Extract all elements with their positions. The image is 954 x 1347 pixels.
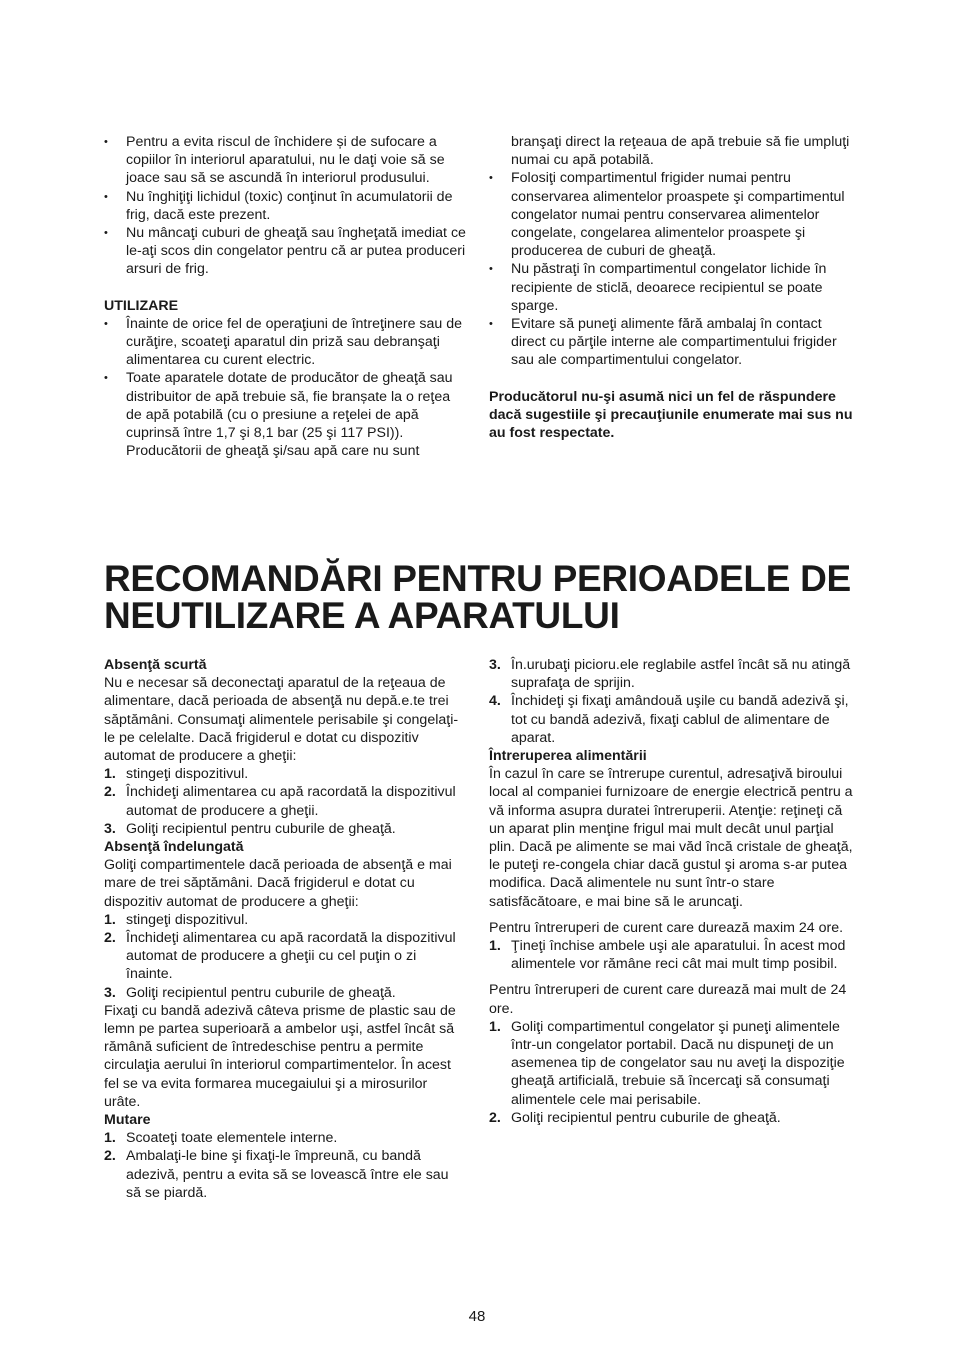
numbered-step (104, 765, 466, 783)
step-text: Ţineţi închise ambele uşi ale aparatului. În acest mod alimentele vor rămâne reci cât mai mult timp posibil. (511, 938, 846, 973)
paragraph: Fixaţi cu bandă adezivă câteva prisme de plastic sau de lemn pe partea superioară a ambelor uşi, astfel încât să rămână suficient de întredeschise pentru a permite circulaţia aerului în interiorul compartimentelor. În acest fel se va evita formarea mucegaiului şi a mirosurilor urâte. (104, 1002, 456, 1110)
numbered-step (104, 911, 466, 929)
page-number: 48 (468, 1308, 486, 1325)
step-text: Goliţi compartimentul congelator şi puneţi alimentele într-un congelator portabil. Dacă nu dispuneţi de un asemenea tip de congelator sau nu aveţi la dispoziţie gheaţă artificială, trebuie să încercaţi să consumaţi alimentele cele mai perisabile. (511, 1018, 845, 1108)
step-number: 3. (104, 984, 116, 1001)
numbered-step (104, 820, 466, 838)
page-title (104, 560, 864, 634)
numbered-step (489, 656, 853, 692)
step-number: 1. (104, 766, 116, 783)
numbered-step (104, 984, 466, 1002)
step-number: 1. (104, 911, 116, 928)
step-number: 1. (489, 938, 501, 955)
step-text: stingeţi dispozitivul. (126, 766, 249, 783)
step-number: 3. (489, 657, 501, 673)
bullet-item: • Nu păstraţi în compartimentul congelator lichide în recipiente de sticlă, deoarece recipientul se poate sparge. (489, 260, 853, 315)
paragraph: În cazul în care se întrerupe curentul, adresaţivă biroului local al companiei furnizoare de energie electrică pentru a vă informa asupra duratei întreruperii. Atenţie: reţineţi că un aparat plin menţine frigul mai mult decât unul parţial plin. Dacă pe alimente se mai văd încă cristale de gheaţă, le puteţi re-congela chiar dacă gustul şi aroma s-ar putea modifica. Dacă alimentele nu sunt într-o stare satisfăcătoare, e mai bine să le aruncaţi. (489, 766, 853, 910)
step-number: 1. (489, 1018, 501, 1035)
numbered-step (489, 692, 853, 747)
step-text: Închideţi şi fixaţi amândouă uşile cu bandă adezivă şi, tot cu bandă adezivă, fixaţi cablul de alimentare de aparat. (511, 693, 849, 746)
bullet-item: • Folosiţi compartimentul frigider numai pentru conservarea alimentelor proaspete şi compartimentul congelator numai pentru conservarea alimentelor congelate, congelarea alimentelor proaspete şi producerea de cuburi de gheaţă. (489, 169, 853, 260)
step-text: Goliţi recipientul pentru cuburile de gheaţă. (511, 1109, 781, 1126)
top-right-column (489, 133, 853, 442)
step-number: 3. (104, 820, 116, 837)
numbered-step (104, 1129, 466, 1147)
bullet-item: • Toate aparatele dotate de producător de gheaţă sau distribuitor de apă trebuie să, fie branșate la o reţea de apă potabilă (cu o presiune a reţelei de apă cuprinsă între 1,7 şi 8,1 bar (25 şi 117 PSI)). Producătorii de gheaţă şi/sau apă care nu sunt (104, 369, 466, 460)
numbered-step (104, 1147, 466, 1202)
numbered-step (489, 937, 853, 973)
heading-short-absence: Absenţă scurtă (104, 657, 207, 673)
paragraph: Pentru întreruperi de curent care durează maxim 24 ore. (489, 919, 844, 936)
step-number: 2. (104, 1148, 116, 1165)
heading-moving: Mutare (104, 1112, 151, 1129)
paragraph: Goliţi compartimentele dacă perioada de absenţă e mai mare de trei săptămâni. Dacă frigiderul e dotat cu dispozitiv automat de producere a gheţii: (104, 857, 452, 910)
numbered-step (104, 929, 466, 984)
title-line-1: RECOMANDĂRI PENTRU PERIOADELE DE (104, 558, 851, 599)
section-heading-utilizare: UTILIZARE (104, 297, 179, 314)
top-left-column (104, 133, 466, 460)
step-text: Goliţi recipientul pentru cuburile de gheaţă. (126, 820, 396, 837)
step-number: 4. (489, 693, 501, 710)
step-text: Închideţi alimentarea cu apă racordată la dispozitivul automat de producere a gheţii cu cel puţin o zi înainte. (126, 930, 456, 983)
step-number: 1. (104, 1130, 116, 1147)
step-text: Ambalaţi-le bine şi fixaţi-le împreună, cu bandă adezivă, pentru a evita să se lovească între ele sau să se piardă. (126, 1148, 449, 1201)
bullet-item: • Înainte de orice fel de operaţiuni de întreţinere sau de curăţire, scoateţi aparatul din priză sau debranşaţi alimentarea cu curent electric. (104, 315, 466, 370)
step-text: În.urubaţi picioru.ele reglabile astfel încât să nu atingă suprafaţa de sprijin. (511, 657, 851, 692)
bottom-left-column (104, 656, 466, 1202)
title-line-2: NEUTILIZARE A APARATULUI (104, 595, 620, 636)
numbered-step (104, 783, 466, 819)
step-text: Goliţi recipientul pentru cuburile de gheaţă. (126, 984, 396, 1001)
heading-long-absence: Absenţă îndelungată (104, 839, 244, 856)
step-number: 2. (104, 784, 116, 801)
numbered-step (489, 1109, 853, 1127)
bullet-item: • Nu mâncaţi cuburi de gheaţă sau îngheţată imediat ce le-aţi scos din congelator pentru că ar putea produceri arsuri de frig. (104, 224, 466, 279)
bullet-item: • Pentru a evita riscul de închidere și de sufocare a copiilor în interiorul aparatului, nu le daţi voie să se joace sau să se ascundă în interiorul produsului. (104, 133, 466, 188)
step-text: Scoateţi toate elementele interne. (126, 1130, 338, 1147)
bullet-item: • Evitare să puneţi alimente fără ambalaj în contact direct cu părţile interne ale compartimentului frigider sau ale compartimentului congelator. (489, 315, 853, 370)
bottom-right-column (489, 656, 853, 1127)
step-number: 2. (104, 930, 116, 947)
step-text: Închideţi alimentarea cu apă racordată la dispozitivul automat de producere a gheţii. (126, 784, 456, 819)
disclaimer-note: Producătorul nu-şi asumă nici un fel de răspundere dacă sugestiile şi precauţiunile enumerate mai sus nu au fost respectate. (489, 388, 853, 442)
step-text: stingeţi dispozitivul. (126, 911, 249, 928)
numbered-step (489, 1018, 853, 1109)
heading-power-outage: Întreruperea alimentării (489, 748, 647, 765)
bullet-item: • Nu înghiţiţi lichidul (toxic) conţinut în acumulatorii de frig, dacă este prezent. (104, 188, 466, 224)
continuation-text: branşaţi direct la reţeaua de apă trebuie să fie umpluţi numai cu apă potabilă. (511, 134, 850, 169)
paragraph: Nu e necesar să deconectaţi aparatul de la reţeaua de alimentare, dacă perioada de absenţă nu depă.e.te trei săptămâni. Consumaţi alimentele perisabile şi congelaţi-le pe celelalte. Dacă frigiderul e dotat cu dispozitiv automat de producere a gheţii: (104, 675, 459, 765)
step-number: 2. (489, 1109, 501, 1126)
paragraph: Pentru întreruperi de curent care durează mai mult de 24 ore. (489, 982, 847, 1017)
